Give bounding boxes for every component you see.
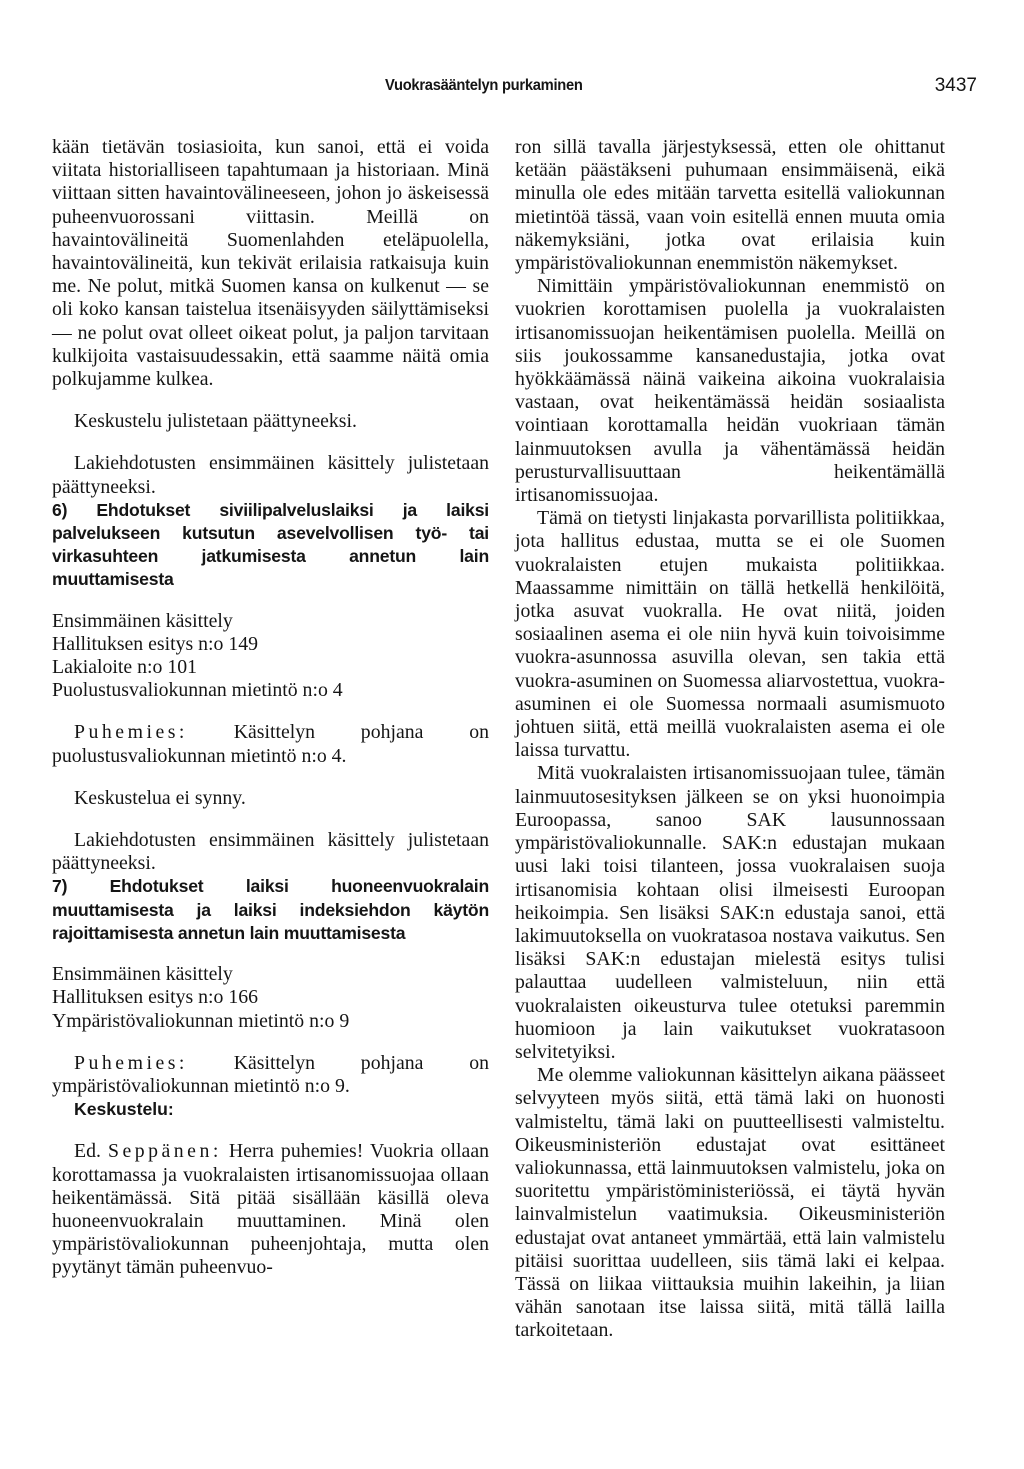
page-number: 3437 — [934, 75, 977, 96]
detail-line: Ympäristövaliokunnan mietintö n:o 9 — [52, 1009, 350, 1032]
detail-line: Hallituksen esitys n:o 149 — [52, 632, 259, 655]
paragraph: Keskustelu julistetaan päättyneeksi. — [74, 410, 357, 433]
running-title: Vuokrasääntelyn purkaminen — [385, 77, 583, 94]
paragraph: Lakiehdotusten ensimmäinen käsittely julistetaan päättyneeksi. — [52, 829, 489, 875]
speaker-name: Seppänen: — [107, 1140, 222, 1163]
speech-text: Käsittelyn pohjana on ympäristövaliokunnan mietintö n:o 9. — [52, 1051, 489, 1097]
detail-line: Ensimmäinen käsittely — [52, 609, 233, 632]
paragraph: Nimittäin ympäristövaliokunnan enemmistö on vuokrien korottamisen puolella ja vuokralaisten irtisanomissuojan heikentämisen puolella. Meillä on siis joukossamme kansanedustajia, jotka ovat hyökkäämässä näinä vaikeina aikoina vuokralaisia vastaan, ovat heikentämässä heidän sosiaalista vointiaan korottamalla heidän vuokriaan tämän lainmuutoksen avulla ja vähentämässä heidän perusturvallisuuttaan heikentämällä irtisanomissuojaa. — [515, 275, 945, 507]
paragraph: Mitä vuokralaisten irtisanomissuojaan tulee, tämän lainmuutosesityksen jälkeen se on yksi huonoimpia Euroopassa, sanoo SAK lausunnossaan ympäristövaliokunnalle. SAK:n edustajan mukaan uusi laki toisi tilanteen, jossa vuokralaisen suoja irtisanomisia kohtaan olisi ilmeisesti Euroopan heikoimpia. Sen lisäksi SAK:n edustaja sanoi, että lakimuutoksella on vuokratasoa nostava vaikutus. Sen lisäksi SAK:n edustajan mielestä esitys tulisi palauttaa uudelleen valmisteluun, niin että vuokralaisten oikeusturva tulee otetuksi paremmin huomioon ja lain vaikutukset vuokratasoon selvitetyiksi. — [515, 762, 945, 1063]
speaker-name: Puhemies: — [74, 1051, 188, 1074]
paragraph — [52, 1140, 489, 1279]
section-heading-6: 6) Ehdotukset siviilipalveluslaiksi ja laiksi palvelukseen kutsutun asevelvollisen työ- tai virkasuhteen jatkumisesta annetun lain muuttamisesta — [52, 499, 489, 590]
paragraph: Tämä on tietysti linjakasta porvarillista politiikkaa, jota hallitus edustaa, mutta se ei ole Suomen vuokralaisten etujen mukaista politiikkaa. Maassamme nimittäin on tällä hetkellä henkilöitä, jotka asuvat vuokralla. He ovat niitä, joiden sosiaalinen asema ei ole niin hyvä kuin toivoisimme vuokra-asunnossa asuvilla olevan, sen takia että vuokra-asuminen on Suomessa aliarvostettua, vuokra-asuminen ei ole Suomessa normaali asumismuoto johtuen siitä, että meillä vuokralaisten asema ei ole laissa turvattu. — [515, 507, 945, 762]
detail-line: Hallituksen esitys n:o 166 — [52, 986, 259, 1009]
speech-text: Herra puhemies! Vuokria ollaan korottamassa ja vuokralaisten irtisanomissuojaa ollaan heikentämässä. Sitä pitää sisällään käsillä oleva huoneenvuokralain muuttaminen. Minä olen ympäristövaliokunnan puheenjohtaja, mutta olen pyytänyt tämän puheenvuo- — [52, 1140, 489, 1279]
section-heading-7: 7) Ehdotukset laiksi huoneenvuokralain muuttamisesta ja laiksi indeksiehdon käytön rajoittamisesta annetun lain muuttamisesta — [52, 876, 489, 943]
right-column — [515, 136, 945, 1343]
left-column — [52, 136, 489, 1280]
paragraph: Lakiehdotusten ensimmäinen käsittely julistetaan päättyneeksi. — [52, 452, 489, 498]
paragraph: ron sillä tavalla järjestyksessä, etten ole ohittanut ketään päästäkseni puhumaan ensimmäisenä, eikä minulla ole edes mitään tarvetta esitellä valiokunnan mietintöä tässä, vaan voin esitellä ennen muuta omia näkemyksiäni, jotka ovat erilaisia kuin ympäristövaliokunnan enemmistön näkemykset. — [515, 136, 945, 275]
page-header — [0, 72, 1024, 100]
detail-line: Ensimmäinen käsittely — [52, 963, 233, 986]
discussion-heading: Keskustelu: — [74, 1099, 174, 1120]
item-7-details — [52, 963, 489, 1033]
paragraph: Me olemme valiokunnan käsittelyn aikana päässeet selvyyteen myös siitä, että tämä laki on huonosti valmisteltu, tämä laki on puutteellisesti valmisteltu. Oikeusministeriön edustajat ovat esittäneet valiokunnassa, että lainmuutoksen valmistelu, joka on suoritettu ympäristöministeriössä, ei täytä hyvän lainvalmistelun vaatimuksia. Oikeusministeriön edustajat ovat antaneet ymmärtää, että lain valmistelu pitäisi suorittaa uudelleen, siis tämä laki ei kelpaa. Tässä on liikaa viittauksia muihin lakeihin, ja liian vähän sanotaan itse laissa siitä, mitä tällä lailla tarkoitetaan. — [515, 1064, 945, 1342]
detail-line: Lakialoite n:o 101 — [52, 656, 198, 679]
paragraph: Keskustelua ei synny. — [74, 786, 246, 809]
item-6-details — [52, 610, 489, 703]
speech-text: Käsittelyn pohjana on puolustusvaliokunnan mietintö n:o 4. — [52, 721, 489, 767]
speaker-name: Puhemies: — [74, 721, 188, 744]
paragraph — [52, 1052, 489, 1098]
speaker-prefix: Ed. — [74, 1140, 108, 1163]
paragraph: kään tietävän tosiasioita, kun sanoi, että ei voida viitata historialliseen tapahtumaan ja historiaan. Minä viittaan sitten havaintovälineeseen, johon jo äskeisessä puheenvuorossani viittasin. Meillä on havaintovälineitä Suomenlahden eteläpuolella, havaintovälineitä, kun tekivät erilaisia ratkaisuja kuin me. Ne polut, mitkä Suomen kansa on kulkenut — se oli koko kansan taistelua itsenäisyyden säilyttämiseksi — ne polut ovat olleet oikeat polut, ja paljon tarvitaan kulkijoita vastaisuudessakin, että saamme näitä omia polkujamme kulkea. — [52, 136, 489, 391]
detail-line: Puolustusvaliokunnan mietintö n:o 4 — [52, 679, 343, 702]
paragraph — [52, 721, 489, 767]
